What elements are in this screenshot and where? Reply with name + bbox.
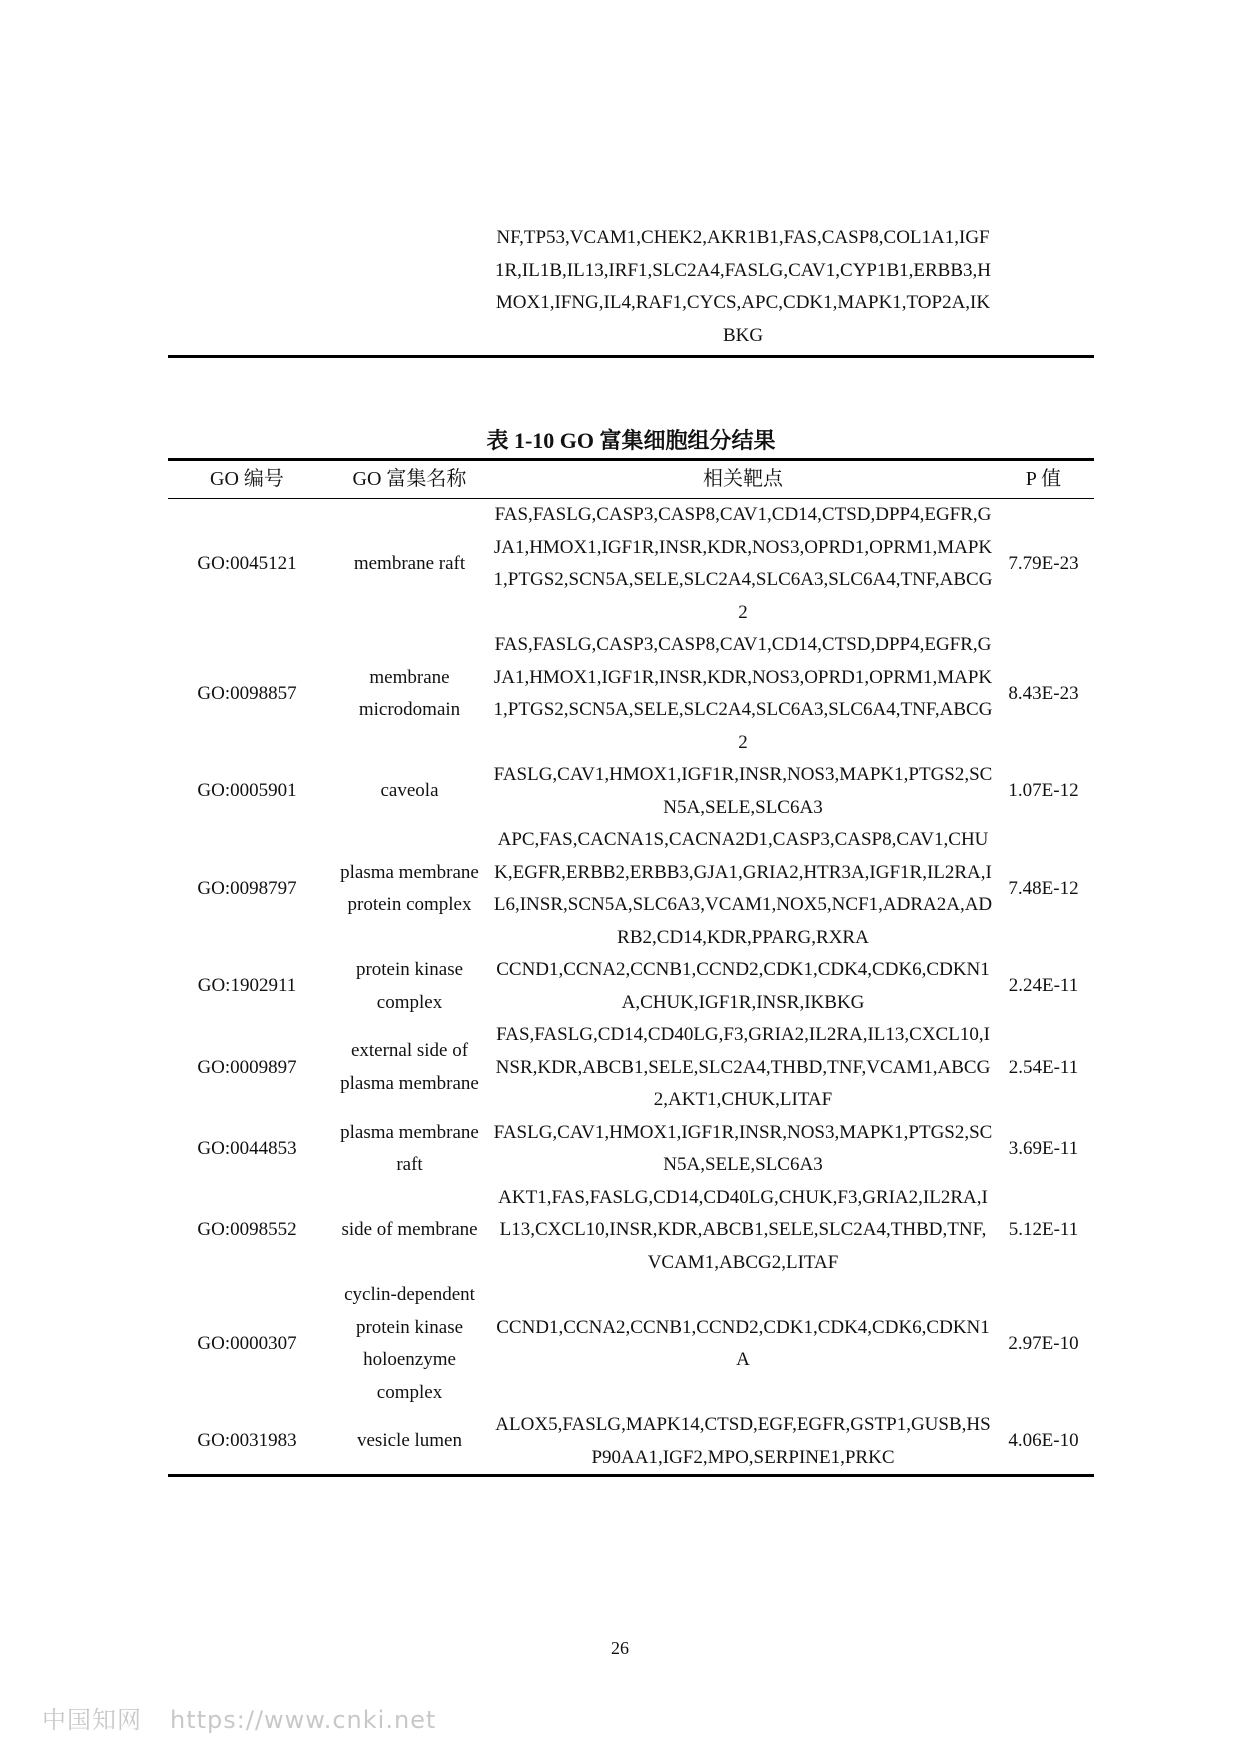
targets-cell: FASLG,CAV1,HMOX1,IGF1R,INSR,NOS3,MAPK1,PTGS2,SCN5A,SELE,SLC6A3 [493, 764, 993, 818]
table-row [168, 759, 1094, 824]
table-row [168, 954, 1094, 1019]
table-row [168, 1279, 1094, 1409]
carryover-gene-list: NF,TP53,VCAM1,CHEK2,AKR1B1,FAS,CASP8,COL1A1,IGF1R,IL1B,IL13,IRF1,SLC2A4,FASLG,CAV1,CYP1B1,ERBB3,HMOX1,IFNG,IL4,RAF1,CYCS,APC,CDK1,MAPK1,TOP2A,IKBKG [494, 227, 991, 346]
p-value-cell: 5.12E-11 [1008, 1219, 1079, 1240]
go-cellular-component-table [168, 458, 1094, 1477]
header-targets: 相关靶点 [493, 460, 993, 499]
go-term-cell: membrane raft [353, 552, 466, 574]
header-go-term: GO 富集名称 [326, 460, 493, 499]
table-body [168, 499, 1094, 1476]
targets-cell: CCND1,CCNA2,CCNB1,CCND2,CDK1,CDK4,CDK6,CDKN1A [496, 1316, 990, 1370]
go-id-cell: GO:0000307 [197, 1332, 297, 1354]
go-id-cell: GO:0044853 [197, 1137, 297, 1159]
go-term-cell: plasma membrane protein complex [340, 861, 479, 915]
header-go-id: GO 编号 [168, 460, 326, 499]
go-term-cell: caveola [380, 780, 439, 802]
go-id-cell: GO:1902911 [197, 975, 297, 997]
targets-cell: FASLG,CAV1,HMOX1,IGF1R,INSR,NOS3,MAPK1,PTGS2,SCN5A,SELE,SLC6A3 [493, 1121, 993, 1175]
p-value-cell: 7.48E-12 [1008, 877, 1079, 899]
go-term-cell: side of membrane [341, 1219, 478, 1240]
targets-cell: FAS,FASLG,CD14,CD40LG,F3,GRIA2,IL2RA,IL13,CXCL10,INSR,KDR,ABCB1,SELE,SLC2A4,THBD,TNF,VCAM1,ABCG2,AKT1,CHUK,LITAF [495, 1024, 991, 1110]
targets-cell: CCND1,CCNA2,CCNB1,CCND2,CDK1,CDK4,CDK6,CDKN1A,CHUK,IGF1R,INSR,IKBKG [496, 959, 990, 1013]
go-term-cell: cyclin-dependent protein kinase holoenzyme complex [344, 1284, 475, 1403]
p-value-cell: 2.24E-11 [1008, 975, 1079, 997]
table-caption: 表 1-10 GO 富集细胞组分结果 [486, 428, 776, 453]
go-id-cell: GO:0098552 [197, 1219, 297, 1240]
p-value-cell: 8.43E-23 [1008, 682, 1079, 704]
header-p-value: P 值 [993, 460, 1094, 499]
table-row [168, 629, 1094, 759]
go-term-cell: plasma membrane raft [340, 1121, 479, 1175]
p-value-cell: 7.79E-23 [1008, 552, 1079, 574]
watermark-brand: 中国知网 [42, 1706, 142, 1734]
go-id-cell: GO:0098857 [197, 682, 297, 704]
targets-cell: APC,FAS,CACNA1S,CACNA2D1,CASP3,CASP8,CAV1,CHUK,EGFR,ERBB2,ERBB3,GJA1,GRIA2,HTR3A,IGF1R,IL2RA,IL6,INSR,SCN5A,SLC6A3,VCAM1,NOX5,NCF1,ADRA2A,ADRB2,CD14,KDR,PPARG,RXRA [493, 829, 993, 948]
table-row [168, 1019, 1094, 1117]
table-row [168, 1182, 1094, 1280]
cnki-watermark [42, 1700, 436, 1735]
table-row [168, 499, 1094, 630]
table-row [168, 1409, 1094, 1476]
go-id-cell: GO:0045121 [197, 552, 297, 574]
targets-cell: AKT1,FAS,FASLG,CD14,CD40LG,CHUK,F3,GRIA2,IL2RA,IL13,CXCL10,INSR,KDR,ABCB1,SELE,SLC2A4,THBD,TNF,VCAM1,ABCG2,LITAF [498, 1186, 988, 1273]
go-term-cell: membrane microdomain [358, 666, 461, 720]
table-row [168, 824, 1094, 954]
p-value-cell: 4.06E-10 [993, 1409, 1094, 1476]
targets-cell: ALOX5,FASLG,MAPK14,CTSD,EGF,EGFR,GSTP1,GUSB,HSP90AA1,IGF2,MPO,SERPINE1,PRKC [493, 1409, 993, 1476]
go-id-cell: GO:0031983 [168, 1409, 326, 1476]
p-value-cell: 1.07E-12 [1008, 780, 1079, 802]
go-id-cell: GO:0009897 [197, 1056, 297, 1078]
p-value-cell: 2.54E-11 [1008, 1056, 1079, 1078]
watermark-url: https://www.cnki.net [170, 1706, 437, 1734]
go-term-cell: vesicle lumen [326, 1409, 493, 1476]
go-term-cell: external side of plasma membrane [340, 1040, 479, 1094]
p-value-cell: 3.69E-11 [1008, 1137, 1079, 1159]
go-id-cell: GO:0098797 [197, 877, 297, 899]
table-row [168, 1117, 1094, 1182]
page-number: 26 [611, 1638, 629, 1658]
carryover-table-fragment [168, 222, 1094, 358]
table-bottom-rule [168, 355, 1094, 358]
go-term-cell: protein kinase complex [355, 959, 464, 1013]
go-id-cell: GO:0005901 [197, 780, 297, 802]
targets-cell: FAS,FASLG,CASP3,CASP8,CAV1,CD14,CTSD,DPP4,EGFR,GJA1,HMOX1,IGF1R,INSR,KDR,NOS3,OPRD1,OPRM1,MAPK1,PTGS2,SCN5A,SELE,SLC2A4,SLC6A3,SLC6A4,TNF,ABCG2 [493, 634, 993, 753]
table-header-row [168, 460, 1094, 499]
p-value-cell: 2.97E-10 [1008, 1332, 1079, 1354]
targets-cell: FAS,FASLG,CASP3,CASP8,CAV1,CD14,CTSD,DPP4,EGFR,GJA1,HMOX1,IGF1R,INSR,KDR,NOS3,OPRD1,OPRM1,MAPK1,PTGS2,SCN5A,SELE,SLC2A4,SLC6A3,SLC6A4,TNF,ABCG2 [493, 504, 993, 623]
